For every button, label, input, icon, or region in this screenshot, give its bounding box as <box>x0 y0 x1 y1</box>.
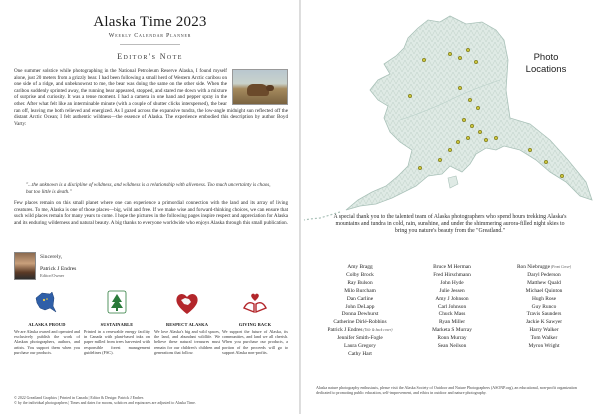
photographer-name: Carl Johnson <box>437 303 467 310</box>
photographer-name: Marketa S Murray <box>432 327 472 334</box>
photographer-name: Michael Quinton <box>525 287 563 294</box>
note-paragraph-1-text: One summer solstice while photographing in the National Petroleum Reserve Alaska, I found myself alone, just 20 meters from a grizzly bear. I had been following a small herd of Western Arctic caribou on one side of a ridge, and unbeknownst to me, the bear was doing the same on the other side. When the caribou suddenly sprinted away, the running bear appeared, stopped, and stared me down with a mixture of surprise and curiosity. It was a tense moment. I had a camera in one hand and pepper spray in the other. After what felt like an interminable minute (with a couple of shutter clicks interspersed), the bear ran off, leaving me both relieved and energized. As I gazed across the expansive tundra, the low-angle midnight sun reflected off the distant Arctic Ocean; I felt authentic wildness—the essence of Alaska. The experience embodied this description by author Boyd Varty: <box>14 68 288 127</box>
photographer-name: Julie Jessen <box>439 287 465 294</box>
location-marker <box>470 124 474 128</box>
location-marker <box>462 118 466 122</box>
badge-respect-alaska <box>154 288 220 355</box>
photographer-name: John Hyde <box>440 279 464 286</box>
badge-alaska-proud-desc: We are Alaska owned and operated and exclusively publish the work of Alaskan photographers, authors, and artists. You support them when you purchase our products. <box>14 329 80 355</box>
location-marker <box>544 160 548 164</box>
location-marker <box>494 136 498 140</box>
photographer-name: Chuck Mass <box>438 311 466 318</box>
grizzly-photo <box>232 69 288 105</box>
alaska-map-graphic <box>300 0 600 226</box>
publication-title: Alaska Time 2023 <box>93 14 207 30</box>
copyright-line: © 2022 Greatland Graphics | Printed in Canada | Editor & Design: Patrick J Endres <box>14 396 144 400</box>
location-marker <box>476 106 480 110</box>
badge-giving-back-title: GIVING BACK <box>238 322 272 327</box>
sign-off: Sincerely, <box>40 254 63 260</box>
hands-icon <box>240 288 270 318</box>
map-title-line-2: Locations <box>525 63 567 75</box>
photographer-name: Travis Saunders <box>526 311 562 318</box>
badge-sustainable-desc: Printed in a renewable energy facility in Canada with plant-based inks on paper milled from trees harvested with responsible forest management guidelines (FSC). <box>84 329 150 355</box>
location-marker <box>528 148 532 152</box>
alaska-landmass <box>346 16 592 210</box>
fsc-tree-icon <box>102 288 132 318</box>
photographer-name: Amy Bragg <box>347 264 373 270</box>
location-marker <box>484 138 488 142</box>
photographer-name: Patrick J Endres (Title & back cover) <box>327 327 393 334</box>
photographer-name: Cathy Hart <box>348 350 372 357</box>
map-title <box>516 52 576 75</box>
badge-giving-back <box>222 288 288 355</box>
editor-name: Patrick J Endres <box>40 266 77 272</box>
photographer-name: John DeLapp <box>345 303 375 310</box>
photographer-name: Colby Brock <box>346 271 374 278</box>
location-marker <box>456 140 460 144</box>
photographer-name: Ray Bulson <box>347 279 373 286</box>
photographer-name: Myron Wright <box>528 343 560 350</box>
location-marker <box>468 98 472 102</box>
location-marker <box>448 52 452 56</box>
photographer-name: Catherine Dirlé-Robbins <box>333 319 387 326</box>
section-heading: Editor's Note <box>117 52 183 61</box>
photographer-name: Amy J Johnson <box>435 295 469 302</box>
editor-portrait <box>14 252 36 280</box>
location-marker <box>560 174 564 178</box>
map-title-line-1: Photo <box>533 52 559 63</box>
badge-giving-back-desc: We support the future of Alaska, its communities, and land we all cherish. When you purchase our products, a portion of the proceeds will go to support Alaska non-profits. <box>222 329 288 355</box>
photographer-list <box>300 264 600 374</box>
photographer-name: Sean Neilson <box>437 343 467 350</box>
photographer-name: Milo Burcham <box>344 287 376 294</box>
thanks-paragraph: A special thank you to the talented team of Alaska photographers who spend hours trekking Alaska's mountains and tundra in cold, rain, sunshine, and under the shimmering aurora-filled night skies to bring you nature's beauty from the "Greatland." <box>333 214 567 235</box>
location-marker <box>408 94 412 98</box>
editor-role: Editor/Owner <box>40 273 65 278</box>
photographer-name: Matthew Quald <box>527 279 561 286</box>
left-footer <box>14 396 294 406</box>
photographer-name: Harry Walker <box>529 327 559 334</box>
photographer-name: Ryan Miller <box>439 319 465 326</box>
photographer-column-2 <box>406 264 498 351</box>
photographer-name: Ronn Murray <box>437 335 467 342</box>
title-divider <box>120 44 180 45</box>
location-marker <box>418 166 422 170</box>
kodiak-island <box>448 176 458 188</box>
photographer-name: Tom Walker <box>530 335 558 342</box>
photographer-name: Hugh Rose <box>531 295 557 302</box>
badge-alaska-proud <box>14 288 80 355</box>
location-marker <box>422 58 426 62</box>
photographer-column-3 <box>496 264 592 351</box>
photographer-name: Daryl Pederson <box>527 271 561 278</box>
photographer-name: Laura Gregory <box>344 343 376 350</box>
values-badges <box>14 288 288 392</box>
photographer-name: Guy Runco <box>531 303 557 310</box>
badge-respect-alaska-desc: We love Alaska's big and wild spaces, the land, and abundant wildlife. We believe these natural treasures must remain for our children's children and generations that follow. <box>154 329 220 355</box>
photographer-name: Dan Carline <box>346 295 374 302</box>
badge-sustainable <box>84 288 150 355</box>
photographer-column-1 <box>314 264 406 359</box>
note-paragraph-1 <box>14 68 288 127</box>
bear-head-shape <box>266 85 274 91</box>
photographer-name: Donna Dewhurst <box>341 311 379 318</box>
location-marker <box>466 48 470 52</box>
location-marker <box>448 148 452 152</box>
location-marker <box>466 136 470 140</box>
alaska-photo-map <box>300 0 600 226</box>
badge-respect-alaska-title: RESPECT ALASKA <box>165 322 209 327</box>
location-marker <box>438 158 442 162</box>
photographer-name: Fred Hirschmann <box>433 271 471 278</box>
note-quote: "...the unknown is a discipline of wildness, and wildness is a relationship with aliveness. Too much uncertainty is chaos, but too little is death." <box>26 182 271 195</box>
badge-alaska-proud-title: ALASKA PROUD <box>28 322 66 327</box>
asonp-footer: Alaska nature photography enthusiasts, please visit the Alaska Society of Outdoor and Nature Photographers (ASONP.org), an educational, non-profit organization dedicated to promoting public education, self-improvement, and ethics in outdoor and nature photography. <box>316 385 577 396</box>
alaska-map-icon <box>32 288 62 318</box>
signature-block <box>14 246 288 286</box>
location-marker <box>458 86 462 90</box>
publication-subtitle: Weekly Calendar Planner <box>108 33 192 39</box>
photographer-name: Jackie K Sawyer <box>525 319 563 326</box>
badge-sustainable-title: SUSTAINABLE <box>100 322 134 327</box>
note-paragraph-2: Few places remain on this small planet where one can experience a primordial connection with the land and its array of living creatures. To me, Alaska is one of those places—big, wild and free. If we make wise and forward-thinking choices, we can ensure that such wild places remain for many years to come. I hope the pictures in the following pages inspire respect and appreciation for Alaska and its enduring wilderness and natural beauty. A big thanks to everyone worldwide who enjoys Alaska through this small publication. <box>14 200 288 226</box>
photographer-credit-line: © by the individual photographers | Times and dates for moons, solstices and equinoxes are adjusted to Alaska Time. <box>14 401 196 406</box>
photographer-name: Jennifer Smith-Fogle <box>337 335 383 342</box>
photographer-credit-note: (Front Cover) <box>550 265 572 269</box>
location-marker <box>474 60 478 64</box>
location-marker <box>478 130 482 134</box>
photographer-credit-note: (Title & back cover) <box>362 328 393 333</box>
photographer-name: Ron Niebrugge (Front Cover) <box>516 264 572 270</box>
location-marker <box>458 56 462 60</box>
alaska-heart-icon <box>172 288 202 318</box>
photographer-name: Bruce M Herman <box>433 264 471 270</box>
